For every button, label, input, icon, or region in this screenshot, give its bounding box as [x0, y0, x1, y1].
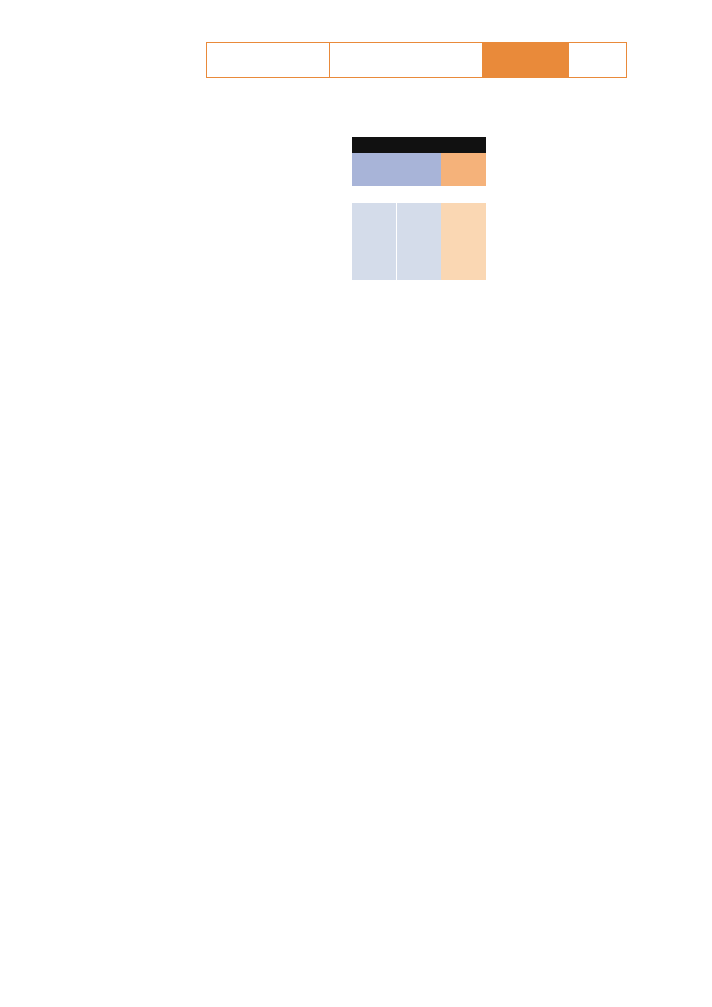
header-theme [330, 43, 483, 77]
criterion-synchro [447, 204, 481, 280]
header-phase [483, 43, 569, 77]
indiv-header [352, 153, 441, 186]
criterion-implication [357, 204, 391, 280]
points-c3 [441, 281, 486, 299]
points-c1 [352, 281, 396, 299]
points-c2 [397, 281, 441, 299]
header-level [569, 43, 626, 77]
projebs-logo [94, 43, 190, 79]
temps2-label [397, 187, 486, 203]
total-header [486, 203, 526, 280]
coll-header [441, 153, 486, 186]
appreciation-header [526, 203, 669, 280]
header-bar [206, 42, 627, 78]
header-activity [207, 43, 330, 77]
prenom-header [219, 301, 339, 323]
criterion-maitrise [402, 204, 436, 280]
criteria-heading [352, 137, 486, 153]
temps1-label [352, 187, 396, 203]
points-label [200, 281, 346, 299]
points-total [486, 281, 526, 299]
nom-header [84, 301, 204, 323]
